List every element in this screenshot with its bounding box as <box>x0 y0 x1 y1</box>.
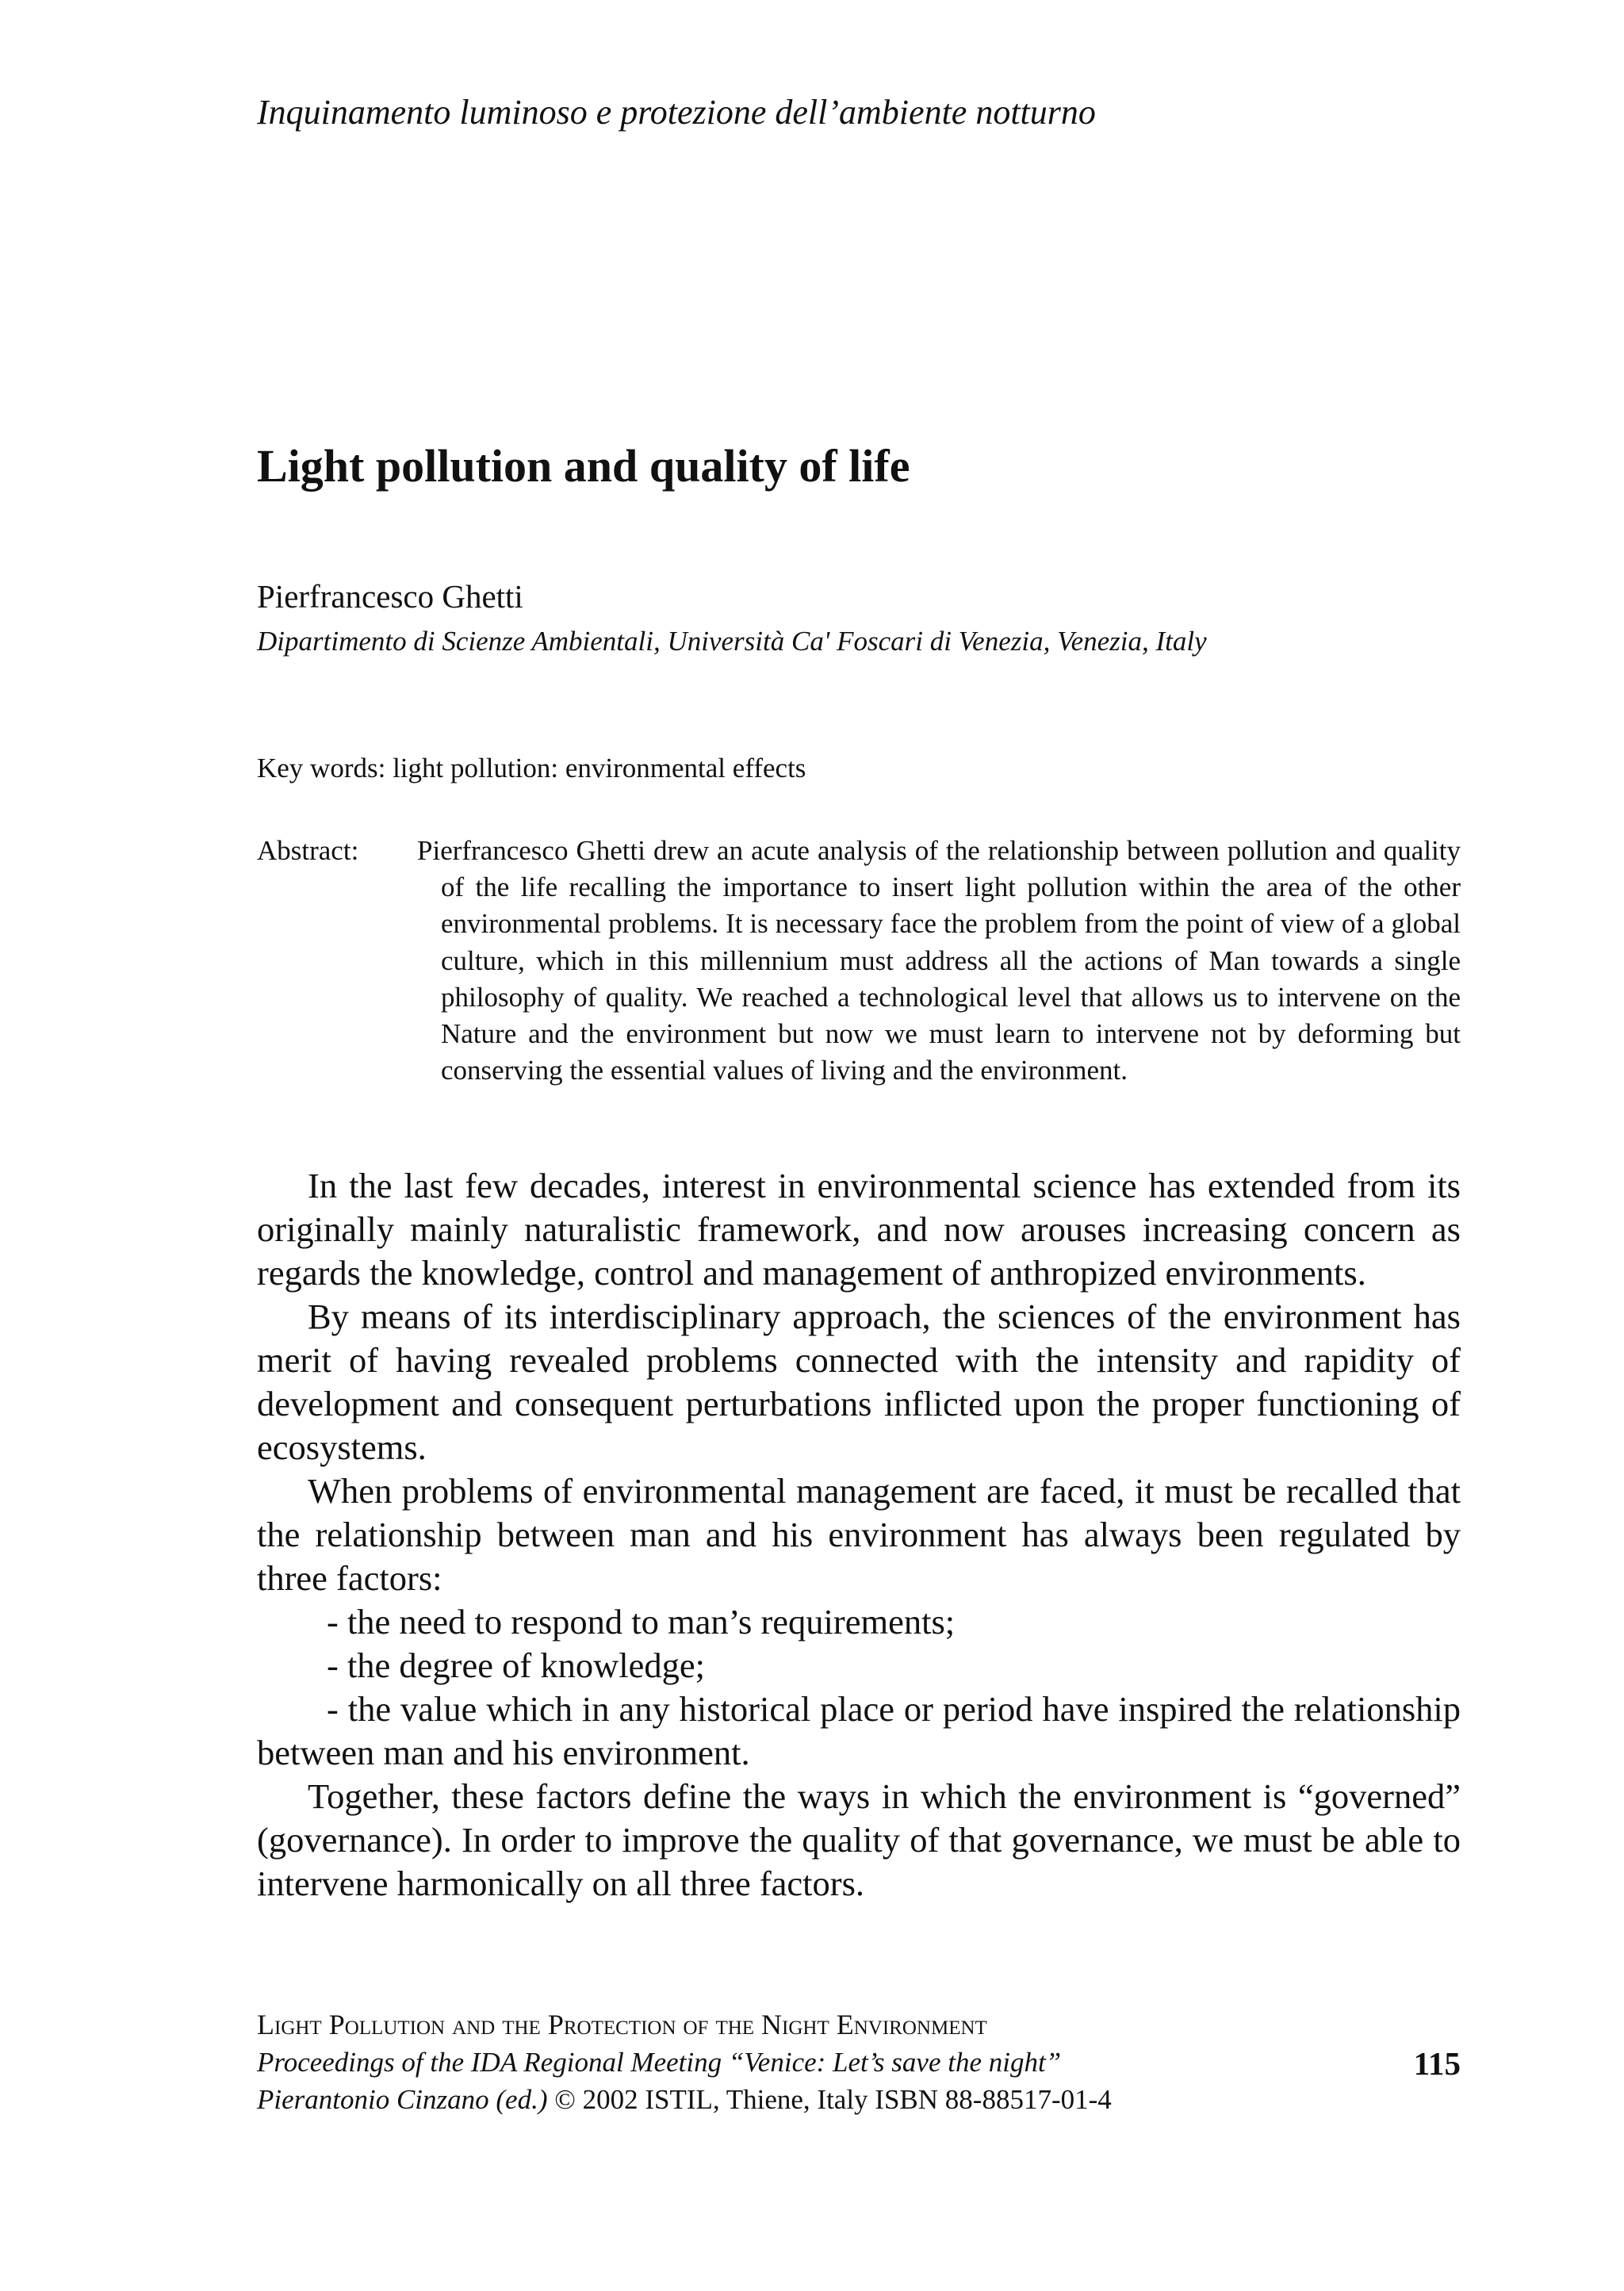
keywords: Key words: light pollution: environmental effects <box>257 753 806 783</box>
page-footer <box>257 2006 1461 2118</box>
footer-proceedings: Proceedings of the IDA Regional Meeting “Venice: Let’s save the night” <box>257 2047 1062 2078</box>
footer-publisher: © 2002 ISTIL, Thiene, Italy ISBN 88-88517-01-4 <box>554 2084 1112 2115</box>
footer-editor: Pierantonio Cinzano (ed.) <box>257 2084 548 2115</box>
author-affiliation: Dipartimento di Scienze Ambientali, Università Ca' Foscari di Venezia, Venezia, Italy <box>257 626 1207 657</box>
article-title: Light pollution and quality of life <box>257 440 910 492</box>
body-text <box>257 1164 1461 1906</box>
footer-series-title: Light Pollution and the Protection of the Night Environment <box>257 2009 987 2040</box>
body-paragraph: In the last few decades, interest in environmental science has extended from its originally mainly naturalistic framework, and now arouses increasing concern as regards the knowledge, control and management of anthropized environments. <box>257 1166 1461 1293</box>
list-item: - the need to respond to man’s requirements; <box>327 1602 956 1642</box>
list-item: - the degree of knowledge; <box>327 1645 705 1685</box>
body-paragraph: When problems of environmental management are faced, it must be recalled that the relationship between man and his environment has always been regulated by three factors: <box>257 1471 1461 1598</box>
body-paragraph: Together, these factors define the ways in which the environment is “governed” (governance). In order to improve the quality of that governance, we must be able to intervene harmonically on all three factors. <box>257 1776 1461 1903</box>
author-name: Pierfrancesco Ghetti <box>257 578 523 615</box>
body-paragraph: By means of its interdisciplinary approach, the sciences of the environment has merit of having revealed problems connected with the intensity and rapidity of development and consequent perturbations inflicted upon the proper functioning of ecosystems. <box>257 1297 1461 1467</box>
list-item: - the value which in any historical place or period have inspired the relationship between man and his environment. <box>257 1689 1461 1772</box>
abstract-text: Pierfrancesco Ghetti drew an acute analysis of the relationship between pollution and quality of the life recalling the importance to insert light pollution within the area of the other environmental problems. It is necessary face the problem from the point of view of a global culture, which in this millennium must address all the actions of Man towards a single philosophy of quality. We reached a technological level that allows us to intervene on the Nature and the environment but now we must learn to intervene not by deforming but conserving the essential values of living and the environment. <box>417 835 1461 1086</box>
footer-publication <box>257 2081 1461 2118</box>
abstract-label: Abstract: <box>257 835 359 866</box>
running-header: Inquinamento luminoso e protezione dell’ambiente notturno <box>257 93 1096 132</box>
page-number: 115 <box>1413 2045 1461 2082</box>
